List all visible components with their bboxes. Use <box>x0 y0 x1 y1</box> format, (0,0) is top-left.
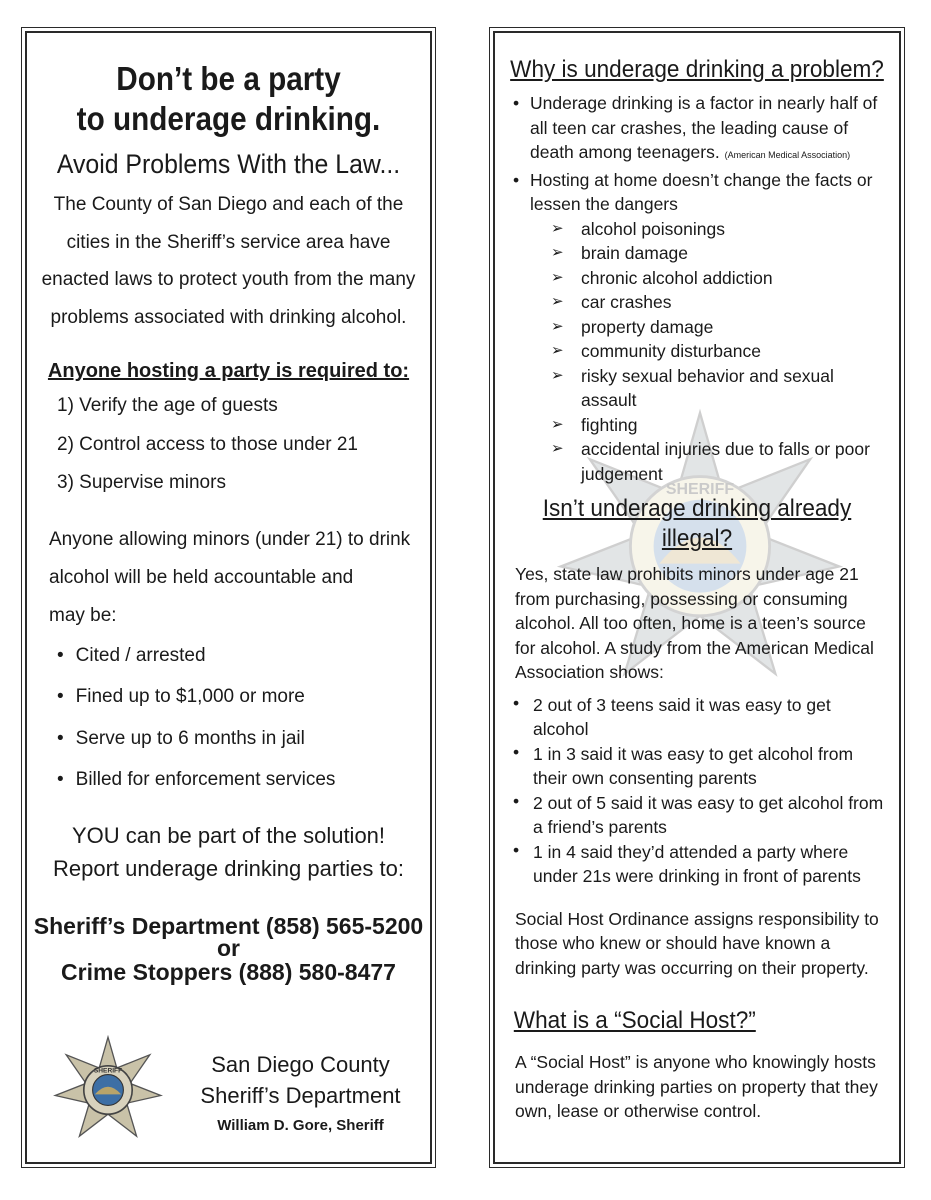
why-bullets <box>495 91 885 217</box>
left-panel <box>25 31 432 1164</box>
danger-item <box>495 241 881 266</box>
stats-list <box>495 693 889 889</box>
illegal-paragraph: Yes, state law prohibits minors under age 21 from purchasing, possessing or consuming alcohol. All too often, home is a teen’s source for alcohol. A study from the American Medical Association shows: <box>515 564 874 682</box>
contact-sheriff-phone: Sheriff’s Department (858) 565-5200 <box>33 912 424 939</box>
danger-text: risky sexual behavior and sexual assault <box>581 365 834 410</box>
contact-crimestoppers-phone: Crime Stoppers (888) 580-8477 <box>61 958 396 985</box>
intro-line: The County of San Diego and each of the <box>53 194 404 215</box>
requirements-heading: Anyone hosting a party is required to: <box>47 360 410 382</box>
dept-name-line-1: San Diego County <box>211 1052 390 1077</box>
dangers-list <box>495 217 881 487</box>
danger-text: alcohol poisonings <box>581 218 725 239</box>
headline-line-1: Don’t be a party <box>116 60 341 97</box>
arrow-icon: ➢ <box>551 342 564 359</box>
dept-name-line-2: Sheriff’s Department <box>200 1083 401 1108</box>
intro-line: problems associated with drinking alcohol. <box>50 306 407 328</box>
subheadline: Avoid Problems With the Law... <box>56 149 401 179</box>
accountable-paragraph <box>49 521 430 635</box>
accountable-line: alcohol will be held accountable and <box>49 566 354 588</box>
arrow-icon: ➢ <box>551 317 564 335</box>
why-bullet-text: Underage drinking is a factor in nearly half of all teen car crashes, the leading cause of death among teenagers. <box>530 93 878 162</box>
requirement-item: 2) Control access to those under 21 <box>57 433 359 455</box>
arrow-icon: ➢ <box>551 440 564 457</box>
danger-item <box>495 437 881 486</box>
intro-line: cities in the Sheriff’s service area have <box>66 231 391 253</box>
danger-item <box>495 413 881 438</box>
penalty-item: • Billed for enforcement services <box>57 759 430 801</box>
arrow-icon: ➢ <box>551 219 564 237</box>
arrow-icon: ➢ <box>551 268 564 286</box>
penalty-item: • Cited / arrested <box>57 635 430 677</box>
intro-paragraph <box>39 186 418 336</box>
stat-item: • 1 in 4 said they’d attended a party where under 21s were drinking in front of parents <box>495 840 889 889</box>
why-bullet: • Hosting at home doesn’t change the facts or lessen the dangers <box>495 168 885 217</box>
penalty-item: • Fined up to $1,000 or more <box>57 676 430 718</box>
sheriff-badge-icon <box>53 1035 163 1145</box>
right-panel <box>493 31 901 1164</box>
requirement-item: 3) Supervise minors <box>57 472 226 493</box>
danger-item <box>495 266 881 291</box>
accountable-line: may be: <box>49 604 117 626</box>
contact-or: or <box>217 934 240 961</box>
headline-line-2: to underage drinking. <box>76 100 381 137</box>
accountable-line: Anyone allowing minors (under 21) to drink <box>49 528 411 550</box>
danger-item <box>495 364 881 413</box>
danger-text: car crashes <box>581 292 672 312</box>
danger-item <box>495 217 881 242</box>
social-host-paragraph: A “Social Host” is anyone who knowingly hosts underage drinking parties on property that they own, lease or otherwise control. <box>515 1052 878 1121</box>
solution-line-1: YOU can be part of the solution! <box>71 822 386 848</box>
danger-text: accidental injuries due to falls or poor judgement <box>581 439 870 484</box>
requirements-list <box>57 387 430 503</box>
arrow-icon: ➢ <box>551 293 564 310</box>
heading-social-host: What is a “Social Host?” <box>513 1007 756 1034</box>
stat-item: • 1 in 3 said it was easy to get alcohol from their own consenting parents <box>495 742 889 791</box>
heading-already-illegal: Isn’t underage drinking already illegal? <box>542 495 852 552</box>
danger-item <box>495 339 881 364</box>
arrow-icon: ➢ <box>551 366 564 384</box>
solution-callout <box>27 819 430 885</box>
watermark-text: SHERIFF <box>665 481 735 498</box>
department-footer <box>27 1035 430 1155</box>
stat-item: • 2 out of 5 said it was easy to get alcohol from a friend’s parents <box>495 791 889 840</box>
penalties-list <box>57 635 430 801</box>
badge-text: SHERIFF <box>93 1067 123 1075</box>
why-bullet <box>495 91 885 168</box>
danger-text: community disturbance <box>581 341 761 361</box>
danger-text: brain damage <box>581 243 689 263</box>
stat-item: • 2 out of 3 teens said it was easy to get alcohol <box>495 693 889 742</box>
danger-item <box>495 315 881 340</box>
heading-why-problem: Why is underage drinking a problem? <box>510 56 884 83</box>
sheriff-name: William D. Gore, Sheriff <box>217 1117 384 1134</box>
arrow-icon: ➢ <box>551 415 564 433</box>
intro-line: enacted laws to protect youth from the many <box>41 269 416 290</box>
arrow-icon: ➢ <box>551 244 564 261</box>
requirement-item: 1) Verify the age of guests <box>57 395 278 416</box>
danger-text: chronic alcohol addiction <box>581 267 773 288</box>
solution-line-2: Report underage drinking parties to: <box>53 855 404 881</box>
ordinance-paragraph: Social Host Ordinance assigns responsibility to those who knew or should have known a drinking party was occurring on their property. <box>515 908 879 978</box>
danger-text: property damage <box>581 316 714 337</box>
citation: (American Medical Association) <box>724 150 851 160</box>
danger-item <box>495 290 881 315</box>
penalty-item: • Serve up to 6 months in jail <box>57 718 430 760</box>
danger-text: fighting <box>581 414 638 435</box>
